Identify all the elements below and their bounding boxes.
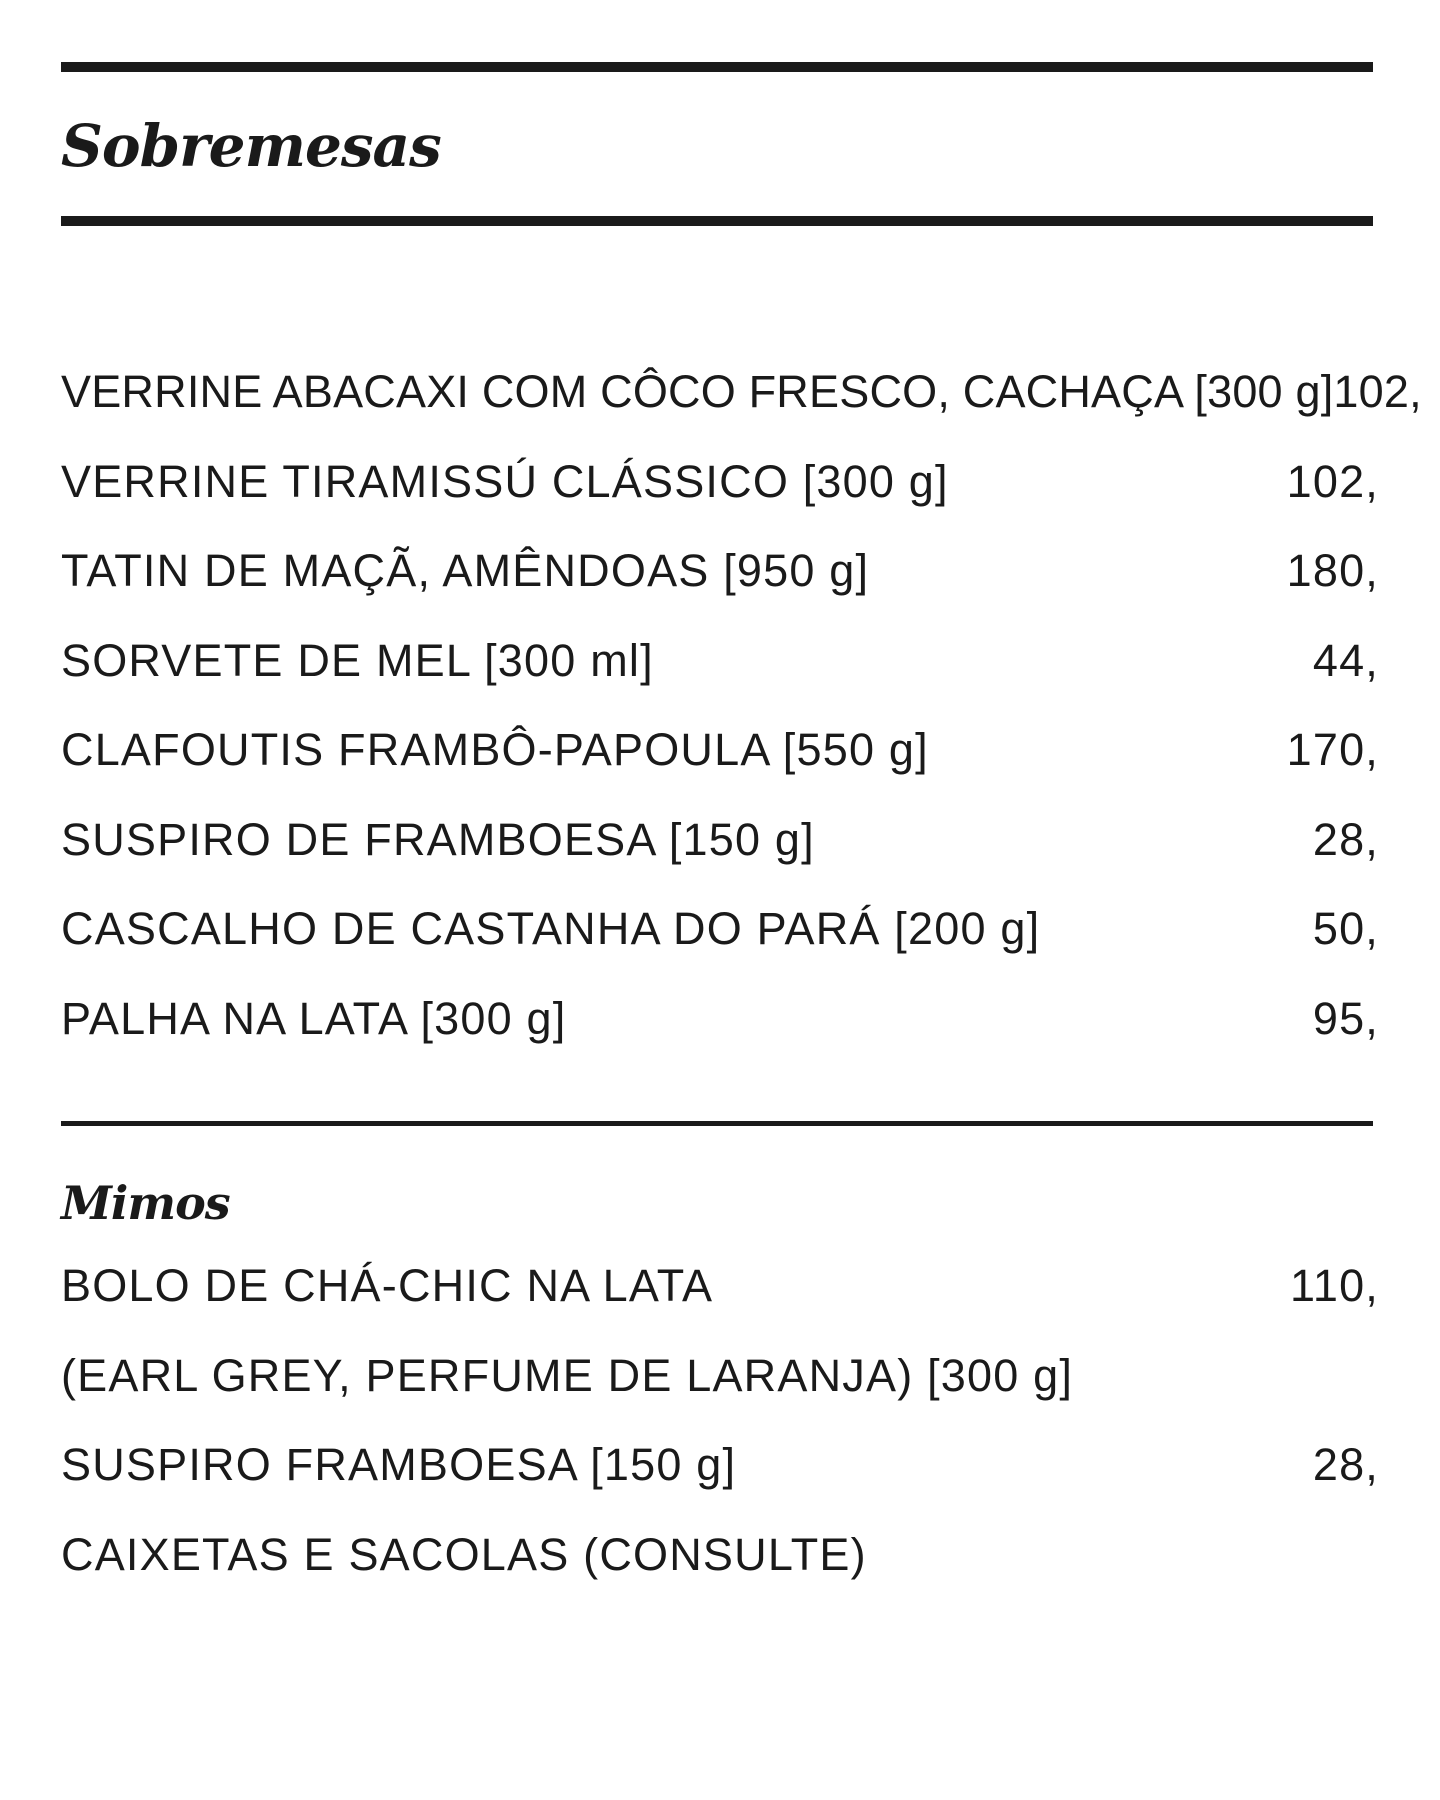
treats-list bbox=[61, 1256, 1379, 1614]
menu-item bbox=[61, 899, 1379, 989]
item-name: BOLO DE CHÁ-CHIC NA LATA bbox=[61, 1260, 714, 1311]
menu-item bbox=[61, 362, 1422, 452]
item-name: (EARL GREY, PERFUME DE LARANJA) [300 g] bbox=[61, 1349, 1074, 1401]
menu-item bbox=[61, 1346, 1379, 1436]
menu-item bbox=[61, 989, 1379, 1079]
item-name: SUSPIRO FRAMBOESA [150 g] bbox=[61, 1439, 737, 1490]
item-price: 110, bbox=[1289, 1260, 1379, 1311]
item-price: 102, bbox=[1286, 455, 1379, 507]
item-name: SUSPIRO DE FRAMBOESA [150 g] bbox=[61, 813, 815, 865]
item-price: 95, bbox=[1312, 992, 1379, 1044]
item-price: 44, bbox=[1312, 634, 1379, 686]
item-name: TATIN DE MAÇÃ, AMÊNDOAS [950 g] bbox=[61, 545, 870, 596]
item-name: VERRINE ABACAXI COM CÔCO FRESCO, CACHAÇA [300 g] bbox=[61, 366, 1334, 417]
menu-item bbox=[61, 541, 1379, 631]
item-name: VERRINE TIRAMISSÚ CLÁSSICO [300 g] bbox=[61, 455, 949, 507]
desserts-list bbox=[61, 362, 1422, 1078]
item-name: CLAFOUTIS FRAMBÔ-PAPOULA [550 g] bbox=[61, 724, 929, 775]
menu-item bbox=[61, 452, 1379, 542]
item-name: PALHA NA LATA [300 g] bbox=[61, 992, 567, 1044]
menu-item bbox=[61, 631, 1379, 721]
item-price: 50, bbox=[1312, 903, 1379, 954]
item-price: 180, bbox=[1286, 545, 1379, 596]
item-price: 28, bbox=[1312, 1439, 1379, 1490]
item-price: 28, bbox=[1312, 813, 1379, 865]
item-name: CAIXETAS E SACOLAS (CONSULTE) bbox=[61, 1528, 867, 1580]
menu-item bbox=[61, 1435, 1379, 1525]
menu-item bbox=[61, 1256, 1379, 1346]
item-price: 170, bbox=[1286, 724, 1379, 775]
section-title-desserts: Sobremesas bbox=[61, 112, 441, 180]
section-title-treats: Mimos bbox=[61, 1176, 230, 1230]
section-divider-rule bbox=[61, 1121, 1373, 1126]
top-rule bbox=[61, 62, 1373, 72]
item-name: CASCALHO DE CASTANHA DO PARÁ [200 g] bbox=[61, 903, 1041, 954]
item-name: SORVETE DE MEL [300 ml] bbox=[61, 634, 654, 686]
item-price: 102, bbox=[1333, 366, 1422, 417]
title-underline-rule bbox=[61, 216, 1373, 226]
menu-item bbox=[61, 720, 1379, 810]
menu-item bbox=[61, 1525, 1379, 1615]
menu-item bbox=[61, 810, 1379, 900]
